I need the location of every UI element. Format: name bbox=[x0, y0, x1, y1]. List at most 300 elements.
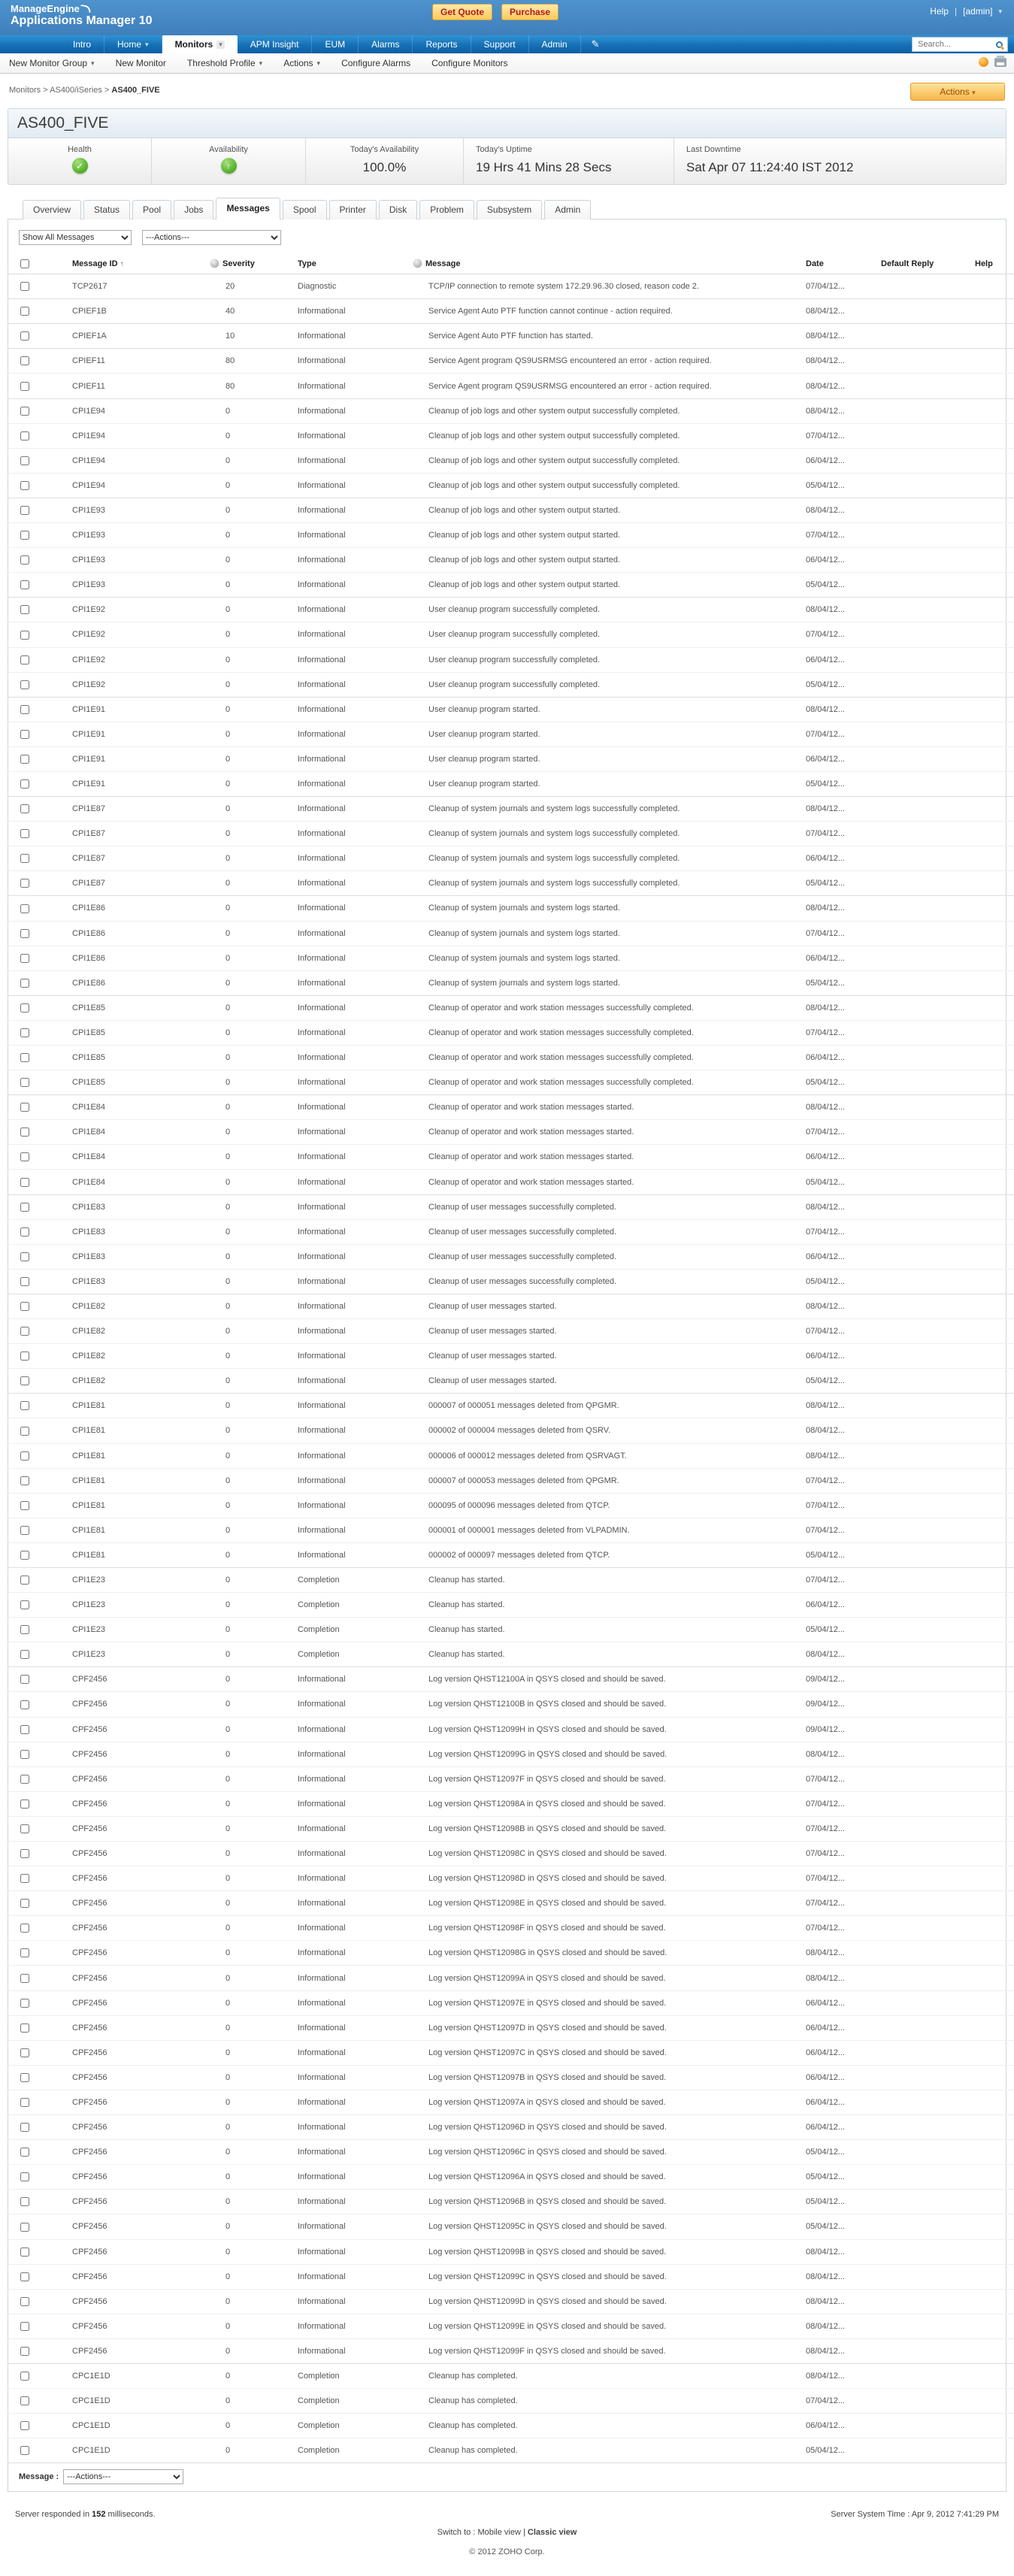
monitor-name: AS400_FIVE bbox=[8, 109, 1006, 138]
cell-default-reply bbox=[861, 1219, 955, 1244]
row-checkbox[interactable] bbox=[20, 631, 29, 640]
row-checkbox[interactable] bbox=[20, 2248, 29, 2257]
row-checkbox[interactable] bbox=[20, 1003, 29, 1013]
cell-default-reply bbox=[861, 797, 955, 822]
toolbar-configure-alarms[interactable]: Configure Alarms bbox=[341, 58, 411, 68]
todays-uptime-value: 19 Hrs 41 Mins 28 Secs bbox=[476, 160, 612, 174]
row-checkbox[interactable] bbox=[20, 1874, 29, 1883]
sort-asc-icon[interactable]: ↑ bbox=[120, 260, 124, 269]
row-checkbox[interactable] bbox=[20, 1999, 29, 2008]
tab-printer[interactable]: Printer bbox=[329, 200, 377, 219]
cell-message: Log version QHST12098F in QSYS closed and should be saved. bbox=[410, 1916, 786, 1941]
row-checkbox[interactable] bbox=[20, 1103, 29, 1112]
cell-message-id: CPF2456 bbox=[61, 1791, 207, 1816]
cell-message-id: CPF2456 bbox=[61, 1742, 207, 1766]
message-row bbox=[8, 1443, 1014, 1468]
cell-severity: 0 bbox=[207, 1468, 279, 1493]
cell-severity: 0 bbox=[207, 573, 279, 598]
cell-severity: 80 bbox=[207, 374, 279, 398]
toolbar-threshold-profile[interactable]: Threshold Profile ▾ bbox=[186, 58, 263, 68]
row-checkbox[interactable] bbox=[20, 1800, 29, 1809]
row-checkbox[interactable] bbox=[20, 2197, 29, 2206]
cell-date: 08/04/12... bbox=[786, 1294, 861, 1318]
cell-message-id: CPF2456 bbox=[61, 1667, 207, 1692]
message-row bbox=[8, 1692, 1014, 1717]
row-checkbox[interactable] bbox=[20, 1178, 29, 1187]
row-checkbox[interactable] bbox=[20, 481, 29, 490]
cell-type: Informational bbox=[279, 1319, 410, 1344]
row-checkbox[interactable] bbox=[20, 755, 29, 764]
row-checkbox[interactable] bbox=[20, 1849, 29, 1858]
cell-message: Log version QHST12096A in QSYS closed and should be saved. bbox=[410, 2165, 786, 2190]
chevron-down-icon[interactable]: ▾ bbox=[998, 7, 1002, 15]
row-checkbox[interactable] bbox=[20, 282, 29, 291]
nav-tab-alarms[interactable]: Alarms bbox=[359, 35, 413, 53]
cell-message-id: CPF2456 bbox=[61, 2338, 207, 2363]
actions-button[interactable]: Actions ▾ bbox=[910, 83, 1005, 101]
purchase-button[interactable]: Purchase bbox=[501, 4, 558, 20]
message-row bbox=[8, 1046, 1014, 1070]
cell-default-reply bbox=[861, 622, 955, 647]
tab-status[interactable]: Status bbox=[83, 200, 130, 219]
cell-help bbox=[955, 1120, 1014, 1145]
cell-message-id: CPF2456 bbox=[61, 1866, 207, 1891]
row-checkbox[interactable] bbox=[20, 2421, 29, 2430]
cell-default-reply bbox=[861, 1145, 955, 1170]
cell-message-id: CPIEF1A bbox=[61, 324, 207, 349]
row-checkbox[interactable] bbox=[20, 1376, 29, 1385]
row-checkbox[interactable] bbox=[20, 2347, 29, 2356]
row-checkbox[interactable] bbox=[20, 1650, 29, 1659]
cell-help bbox=[955, 349, 1014, 374]
search-input[interactable] bbox=[916, 39, 996, 50]
cell-severity: 0 bbox=[207, 1842, 279, 1866]
cell-severity: 0 bbox=[207, 1567, 279, 1592]
cell-message: Cleanup of operator and work station messages started. bbox=[410, 1120, 786, 1145]
message-row bbox=[8, 1095, 1014, 1120]
cell-type: Informational bbox=[279, 1493, 410, 1518]
cell-date: 06/04/12... bbox=[786, 647, 861, 672]
row-checkbox[interactable] bbox=[20, 2048, 29, 2057]
help-link[interactable]: Help bbox=[930, 6, 949, 17]
cell-default-reply bbox=[861, 2065, 955, 2090]
cell-severity: 0 bbox=[207, 1866, 279, 1891]
message-row bbox=[8, 896, 1014, 921]
cell-type: Informational bbox=[279, 1816, 410, 1841]
tab-disk[interactable]: Disk bbox=[379, 200, 417, 219]
row-checkbox[interactable] bbox=[20, 929, 29, 938]
cell-date: 08/04/12... bbox=[786, 1194, 861, 1219]
column-options-icon[interactable] bbox=[210, 259, 219, 268]
row-checkbox[interactable] bbox=[20, 705, 29, 714]
row-checkbox[interactable] bbox=[20, 605, 29, 614]
cell-severity: 0 bbox=[207, 1394, 279, 1418]
row-checkbox[interactable] bbox=[20, 431, 29, 440]
select-all-checkbox[interactable] bbox=[20, 259, 29, 268]
cell-message: Cleanup of job logs and other system output successfully completed. bbox=[410, 398, 786, 423]
message-row bbox=[8, 1891, 1014, 1916]
cell-severity: 0 bbox=[207, 2214, 279, 2239]
toolbar-configure-monitors[interactable]: Configure Monitors bbox=[431, 58, 508, 68]
row-checkbox[interactable] bbox=[20, 1625, 29, 1634]
row-checkbox[interactable] bbox=[20, 1824, 29, 1833]
row-checkbox[interactable] bbox=[20, 1053, 29, 1062]
row-checkbox[interactable] bbox=[20, 2148, 29, 2157]
cell-message: Log version QHST12097F in QSYS closed and should be saved. bbox=[410, 1766, 786, 1791]
breadcrumb-as400-iseries[interactable]: AS400/iSeries bbox=[50, 86, 102, 95]
cell-message: Cleanup of job logs and other system output started. bbox=[410, 523, 786, 548]
cell-date: 06/04/12... bbox=[786, 548, 861, 573]
cell-message-id: CPI1E85 bbox=[61, 995, 207, 1020]
cell-severity: 0 bbox=[207, 995, 279, 1020]
edit-pencil-icon[interactable]: ✎ bbox=[591, 38, 600, 50]
cell-message: Cleanup of operator and work station messages successfully completed. bbox=[410, 1070, 786, 1095]
row-checkbox[interactable] bbox=[20, 2272, 29, 2281]
cell-type: Informational bbox=[279, 324, 410, 349]
cell-message-id: CPI1E84 bbox=[61, 1120, 207, 1145]
cell-help bbox=[955, 1667, 1014, 1692]
cell-help bbox=[955, 1866, 1014, 1891]
row-checkbox[interactable] bbox=[20, 1152, 29, 1161]
col-header-help[interactable]: Help bbox=[955, 254, 1014, 274]
cell-severity: 0 bbox=[207, 1667, 279, 1692]
nav-tab-intro[interactable]: Intro bbox=[60, 35, 104, 53]
cell-help bbox=[955, 1791, 1014, 1816]
row-checkbox[interactable] bbox=[20, 1725, 29, 1734]
row-checkbox[interactable] bbox=[20, 1277, 29, 1286]
cell-severity: 0 bbox=[207, 1642, 279, 1667]
cell-help bbox=[955, 1095, 1014, 1120]
cell-date: 05/04/12... bbox=[786, 970, 861, 995]
col-header-message-id[interactable]: Message ID ↑ bbox=[61, 254, 207, 274]
feedback-ball-icon[interactable] bbox=[979, 57, 988, 67]
message-row bbox=[8, 1418, 1014, 1443]
cell-help bbox=[955, 2389, 1014, 2414]
message-footer-actions-select[interactable] bbox=[63, 2469, 183, 2484]
row-checkbox[interactable] bbox=[20, 2297, 29, 2306]
row-checkbox[interactable] bbox=[20, 1899, 29, 1908]
cell-date: 06/04/12... bbox=[786, 946, 861, 970]
message-row bbox=[8, 2040, 1014, 2065]
cell-type: Informational bbox=[279, 896, 410, 921]
row-checkbox[interactable] bbox=[20, 979, 29, 988]
cell-severity: 0 bbox=[207, 2165, 279, 2190]
row-checkbox[interactable] bbox=[20, 1302, 29, 1311]
tab-messages[interactable]: Messages bbox=[216, 198, 280, 219]
chevron-down-icon[interactable]: ▾ bbox=[216, 41, 225, 49]
tab-problem[interactable]: Problem bbox=[419, 200, 474, 219]
cell-default-reply bbox=[861, 1020, 955, 1045]
row-checkbox[interactable] bbox=[20, 1974, 29, 1983]
row-checkbox[interactable] bbox=[20, 680, 29, 689]
cell-help bbox=[955, 448, 1014, 473]
row-checkbox[interactable] bbox=[20, 1775, 29, 1784]
row-checkbox[interactable] bbox=[20, 1924, 29, 1933]
row-checkbox[interactable] bbox=[20, 506, 29, 515]
cell-severity: 0 bbox=[207, 1443, 279, 1468]
cell-type: Informational bbox=[279, 1369, 410, 1394]
cell-help bbox=[955, 946, 1014, 970]
cell-severity: 0 bbox=[207, 598, 279, 622]
row-checkbox[interactable] bbox=[20, 407, 29, 416]
row-checkbox[interactable] bbox=[20, 307, 29, 316]
cell-severity: 0 bbox=[207, 1418, 279, 1443]
cell-type: Informational bbox=[279, 2289, 410, 2314]
tab-overview[interactable]: Overview bbox=[23, 200, 81, 219]
cell-message: Cleanup of user messages started. bbox=[410, 1319, 786, 1344]
row-checkbox[interactable] bbox=[20, 331, 29, 341]
row-checkbox[interactable] bbox=[20, 2396, 29, 2405]
nav-tab-support[interactable]: Support bbox=[471, 35, 529, 53]
row-checkbox[interactable] bbox=[20, 580, 29, 589]
row-checkbox[interactable] bbox=[20, 2098, 29, 2107]
cell-default-reply bbox=[861, 548, 955, 573]
cell-severity: 0 bbox=[207, 970, 279, 995]
cell-default-reply bbox=[861, 598, 955, 622]
get-quote-button[interactable]: Get Quote bbox=[432, 4, 492, 20]
cell-type: Informational bbox=[279, 374, 410, 398]
tab-spool[interactable]: Spool bbox=[283, 200, 327, 219]
message-actions-select[interactable] bbox=[142, 230, 281, 245]
row-checkbox[interactable] bbox=[20, 1948, 29, 1957]
cell-default-reply bbox=[861, 1394, 955, 1418]
toolbar-new-monitor-group[interactable]: New Monitor Group ▾ bbox=[9, 58, 95, 68]
nav-tab-admin[interactable]: Admin bbox=[529, 35, 581, 53]
cell-default-reply bbox=[861, 1593, 955, 1618]
col-header-date[interactable]: Date bbox=[786, 254, 861, 274]
row-checkbox[interactable] bbox=[20, 1675, 29, 1684]
cell-help bbox=[955, 970, 1014, 995]
cell-message: Cleanup has completed. bbox=[410, 2363, 786, 2388]
cell-type: Informational bbox=[279, 1095, 410, 1120]
cell-message: User cleanup program started. bbox=[410, 746, 786, 771]
cell-severity: 0 bbox=[207, 1046, 279, 1070]
row-checkbox[interactable] bbox=[20, 1700, 29, 1709]
chevron-down-icon[interactable]: ▾ bbox=[259, 59, 263, 67]
cell-severity: 0 bbox=[207, 1742, 279, 1766]
message-row bbox=[8, 2363, 1014, 2388]
cell-severity: 0 bbox=[207, 1816, 279, 1841]
row-checkbox[interactable] bbox=[20, 1078, 29, 1087]
row-checkbox[interactable] bbox=[20, 2172, 29, 2181]
row-checkbox[interactable] bbox=[20, 2073, 29, 2082]
row-checkbox[interactable] bbox=[20, 555, 29, 565]
cell-type: Informational bbox=[279, 1842, 410, 1866]
cell-date: 08/04/12... bbox=[786, 697, 861, 722]
message-row bbox=[8, 622, 1014, 647]
cell-type: Completion bbox=[279, 1618, 410, 1642]
row-checkbox[interactable] bbox=[20, 531, 29, 540]
cell-message: Log version QHST12099A in QSYS closed and should be saved. bbox=[410, 1966, 786, 1990]
cell-default-reply bbox=[861, 921, 955, 946]
chevron-down-icon[interactable]: ▾ bbox=[91, 59, 95, 67]
row-checkbox[interactable] bbox=[20, 1576, 29, 1585]
cell-severity: 0 bbox=[207, 498, 279, 522]
row-checkbox[interactable] bbox=[20, 730, 29, 739]
cell-default-reply bbox=[861, 2414, 955, 2438]
nav-tab-monitors[interactable]: Monitors ▾ bbox=[162, 35, 238, 53]
row-checkbox[interactable] bbox=[20, 829, 29, 838]
cell-type: Informational bbox=[279, 1145, 410, 1170]
row-checkbox[interactable] bbox=[20, 904, 29, 913]
cell-default-reply bbox=[861, 1717, 955, 1742]
cell-message-id: CPI1E82 bbox=[61, 1294, 207, 1318]
cell-type: Informational bbox=[279, 2264, 410, 2289]
cell-message-id: CPI1E91 bbox=[61, 771, 207, 796]
cell-message: 000002 of 000097 messages deleted from QTCP. bbox=[410, 1542, 786, 1567]
cell-severity: 0 bbox=[207, 1692, 279, 1717]
cell-message-id: CPF2456 bbox=[61, 1842, 207, 1866]
show-messages-select[interactable] bbox=[19, 230, 132, 245]
col-header-message[interactable]: Message bbox=[410, 254, 786, 274]
row-checkbox[interactable] bbox=[20, 2322, 29, 2331]
row-checkbox[interactable] bbox=[20, 2223, 29, 2232]
cell-severity: 0 bbox=[207, 771, 279, 796]
nav-tab-eum[interactable]: EUM bbox=[312, 35, 359, 53]
row-checkbox[interactable] bbox=[20, 1352, 29, 1361]
tab-jobs[interactable]: Jobs bbox=[174, 200, 213, 219]
row-checkbox[interactable] bbox=[20, 356, 29, 365]
toolbar-new-monitor[interactable]: New Monitor bbox=[115, 58, 166, 68]
cell-type: Informational bbox=[279, 822, 410, 846]
row-checkbox[interactable] bbox=[20, 804, 29, 813]
cell-default-reply bbox=[861, 1443, 955, 1468]
print-icon[interactable] bbox=[994, 58, 1006, 67]
cell-type: Informational bbox=[279, 1020, 410, 1045]
message-row bbox=[8, 1791, 1014, 1816]
cell-type: Informational bbox=[279, 1046, 410, 1070]
cell-help bbox=[955, 1518, 1014, 1542]
cell-message-id: CPF2456 bbox=[61, 1990, 207, 2015]
row-checkbox[interactable] bbox=[20, 655, 29, 664]
cell-severity: 0 bbox=[207, 697, 279, 722]
row-checkbox[interactable] bbox=[20, 1252, 29, 1261]
breadcrumb-monitors[interactable]: Monitors bbox=[9, 86, 41, 95]
message-footer-label: Message : bbox=[19, 2472, 59, 2482]
row-checkbox[interactable] bbox=[20, 1600, 29, 1609]
cell-help bbox=[955, 1244, 1014, 1269]
row-checkbox[interactable] bbox=[20, 779, 29, 789]
search-icon[interactable] bbox=[996, 41, 1003, 48]
cell-severity: 0 bbox=[207, 896, 279, 921]
row-checkbox[interactable] bbox=[20, 1401, 29, 1410]
row-checkbox[interactable] bbox=[20, 2123, 29, 2132]
col-header-severity[interactable]: Severity bbox=[207, 254, 279, 274]
message-row bbox=[8, 995, 1014, 1020]
search-box bbox=[912, 37, 1008, 52]
tab-admin[interactable]: Admin bbox=[544, 200, 591, 219]
cell-default-reply bbox=[861, 1542, 955, 1567]
message-row bbox=[8, 2115, 1014, 2140]
row-checkbox[interactable] bbox=[20, 1476, 29, 1485]
cell-type: Informational bbox=[279, 548, 410, 573]
nav-tab-reports[interactable]: Reports bbox=[413, 35, 471, 53]
cell-help bbox=[955, 697, 1014, 722]
cell-date: 06/04/12... bbox=[786, 846, 861, 871]
cell-severity: 0 bbox=[207, 2438, 279, 2463]
row-checkbox[interactable] bbox=[20, 1750, 29, 1759]
cell-message-id: CPC1E1D bbox=[61, 2414, 207, 2438]
row-checkbox[interactable] bbox=[20, 879, 29, 888]
cell-severity: 0 bbox=[207, 1070, 279, 1095]
cell-message-id: CPI1E81 bbox=[61, 1394, 207, 1418]
row-checkbox[interactable] bbox=[20, 2372, 29, 2381]
cell-help bbox=[955, 1319, 1014, 1344]
col-header-default-reply[interactable]: Default Reply bbox=[861, 254, 955, 274]
row-checkbox[interactable] bbox=[20, 1128, 29, 1137]
mobile-view-link[interactable]: Mobile view bbox=[477, 2528, 521, 2538]
message-row bbox=[8, 548, 1014, 573]
row-checkbox[interactable] bbox=[20, 1526, 29, 1535]
toolbar-actions[interactable]: Actions ▾ bbox=[283, 58, 321, 68]
cell-date: 06/04/12... bbox=[786, 1145, 861, 1170]
row-checkbox[interactable] bbox=[20, 854, 29, 863]
row-checkbox[interactable] bbox=[20, 1327, 29, 1336]
row-checkbox[interactable] bbox=[20, 1451, 29, 1461]
cell-message: Cleanup of operator and work station messages started. bbox=[410, 1095, 786, 1120]
cell-default-reply bbox=[861, 1095, 955, 1120]
message-row bbox=[8, 349, 1014, 374]
row-checkbox[interactable] bbox=[20, 1427, 29, 1436]
message-row bbox=[8, 822, 1014, 846]
cell-message-id: CPIEF11 bbox=[61, 374, 207, 398]
cell-message-id: CPF2456 bbox=[61, 2314, 207, 2338]
row-checkbox[interactable] bbox=[20, 1501, 29, 1510]
cell-default-reply bbox=[861, 523, 955, 548]
cell-default-reply bbox=[861, 1966, 955, 1990]
cell-message: Cleanup of user messages successfully completed. bbox=[410, 1244, 786, 1269]
column-options-icon[interactable] bbox=[413, 259, 422, 268]
row-checkbox[interactable] bbox=[20, 2446, 29, 2455]
cell-severity: 0 bbox=[207, 548, 279, 573]
cell-date: 07/04/12... bbox=[786, 1866, 861, 1891]
cell-message-id: CPI1E92 bbox=[61, 622, 207, 647]
chevron-down-icon[interactable]: ▾ bbox=[316, 59, 321, 67]
row-checkbox[interactable] bbox=[20, 1028, 29, 1037]
cell-default-reply bbox=[861, 946, 955, 970]
nav-tab-apm-insight[interactable]: APM Insight bbox=[238, 35, 313, 53]
cell-default-reply bbox=[861, 1493, 955, 1518]
cell-default-reply bbox=[861, 1916, 955, 1941]
cell-help bbox=[955, 398, 1014, 423]
row-checkbox[interactable] bbox=[20, 1227, 29, 1237]
cell-help bbox=[955, 2338, 1014, 2363]
row-checkbox[interactable] bbox=[20, 1203, 29, 1212]
row-checkbox[interactable] bbox=[20, 954, 29, 963]
cell-help bbox=[955, 2140, 1014, 2165]
row-checkbox[interactable] bbox=[20, 456, 29, 465]
user-menu[interactable]: [admin] bbox=[963, 6, 993, 17]
row-checkbox[interactable] bbox=[20, 382, 29, 391]
cell-type: Informational bbox=[279, 1344, 410, 1369]
cell-type: Informational bbox=[279, 1418, 410, 1443]
cell-default-reply bbox=[861, 1244, 955, 1269]
cell-message-id: CPI1E83 bbox=[61, 1219, 207, 1244]
cell-default-reply bbox=[861, 672, 955, 697]
cell-message: Cleanup has started. bbox=[410, 1593, 786, 1618]
tab-pool[interactable]: Pool bbox=[132, 200, 171, 219]
cell-date: 06/04/12... bbox=[786, 2040, 861, 2065]
row-checkbox[interactable] bbox=[20, 1551, 29, 1560]
row-checkbox[interactable] bbox=[20, 2024, 29, 2033]
nav-tab-home[interactable]: Home ▾ bbox=[104, 35, 162, 53]
message-row bbox=[8, 1344, 1014, 1369]
cell-message: Cleanup of user messages successfully completed. bbox=[410, 1194, 786, 1219]
col-header-type[interactable]: Type bbox=[279, 254, 410, 274]
cell-help bbox=[955, 1966, 1014, 1990]
tab-subsystem[interactable]: Subsystem bbox=[477, 200, 542, 219]
chevron-down-icon[interactable]: ▾ bbox=[145, 40, 149, 48]
